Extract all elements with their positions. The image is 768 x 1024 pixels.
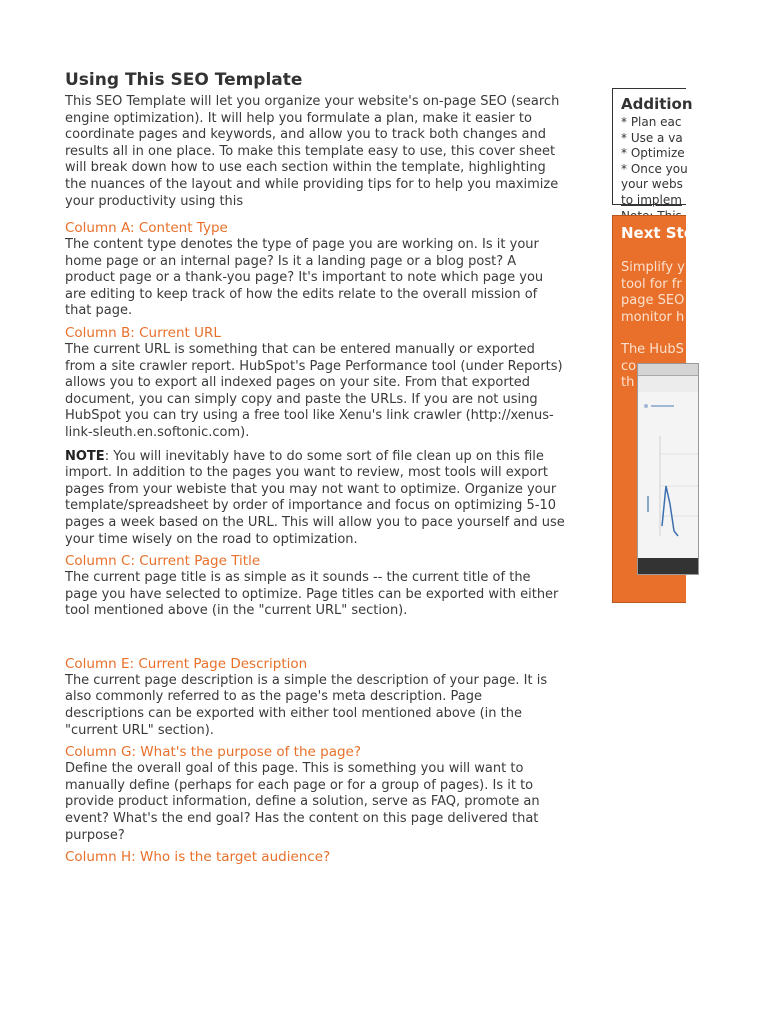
additional-tips-line: * Once you <box>621 161 688 176</box>
screenshot-image <box>637 363 699 575</box>
next-steps-line: Simplify y <box>621 260 685 275</box>
chart-header <box>638 376 698 392</box>
next-steps-line: th <box>621 375 635 390</box>
column-c-heading: Column C: Current Page Title <box>65 553 261 570</box>
additional-tips-line: * Use a va <box>621 130 683 145</box>
screenshot-footer-bar <box>638 558 698 574</box>
additional-tips-title: Addition <box>621 95 693 113</box>
note-text: : You will inevitably have to do some sort of file clean up on this file import. In addition to the pages you want to review, most tools will export pages from your webiste that you may not want to optimize. Organize your template/spreadsheet by order of importance and focus on optimizing 5-10 pages a week based on the URL. This will allow you to pace yourself and use your time wisely on the road to optimization. <box>65 448 565 547</box>
next-steps-line: monitor h <box>621 309 685 325</box>
next-steps-line: tool for fr <box>621 276 682 292</box>
main-content <box>65 70 565 866</box>
next-steps-line: page SEO <box>621 293 685 308</box>
note-paragraph <box>65 449 565 549</box>
additional-tips-line: your webs <box>621 177 683 192</box>
column-e-heading: Column E: Current Page Description <box>65 655 308 672</box>
additional-tips-line: to implem <box>621 192 682 207</box>
column-b-text: The current URL is something that can be entered manually or exported from a site crawler report. HubSpot's Page Performance tool (under Reports) allows you to export all indexed pages on your site. From that exported document, you can simply copy and paste the URLs. If you are not using HubSpot you can try using a free tool like Xenu's link crawler (http://xenus-link-sleuth.en.softonic.com). <box>65 341 563 440</box>
note-label: NOTE <box>65 448 105 464</box>
line-chart-graphic <box>638 376 698 556</box>
next-steps-title: Next Ste <box>621 224 694 242</box>
intro-section <box>65 94 565 211</box>
column-c-text: The current page title is as simple as it sounds -- the current title of the page you have selected to optimize. Page titles can be exported with either tool mentioned above (in the "current URL" section). <box>65 570 559 619</box>
page-title: Using This SEO Template <box>65 70 303 90</box>
column-b-heading: Column B: Current URL <box>65 324 221 341</box>
column-g-text: Define the overall goal of this page. This is something you will want to manually define (perhaps for each page or for a group of pages). Is it to provide product information, define a solution, serve as FAQ, promote an event? What's the end goal? Has the content on this page delivered that purpose? <box>65 761 540 843</box>
column-h-heading: Column H: Who is the target audience? <box>65 849 331 866</box>
next-steps-line <box>621 326 686 342</box>
additional-tips-box <box>612 88 693 207</box>
additional-tips-line: * Optimize <box>621 146 685 161</box>
intro-paragraph: This SEO Template will let you organize your website's on-page SEO (search engine optimization). It will help you formulate a plan, make it easier to coordinate pages and keywords, and allow you to track both changes and results all in one place. To make this template easy to use, this cover sheet will break down how to use each section within the template, highlighting the nuances of the layout and while providing tips for to help you maximize your productivity using this <box>65 94 560 209</box>
column-a-heading: Column A: Content Type <box>65 220 228 236</box>
column-e-text: The current page description is a simple the description of your page. It is also commonly referred to as the page's meta description. Page descriptions can be exported with either tool mentioned above (in the "current URL" section). <box>65 672 548 738</box>
next-steps-box <box>612 215 694 603</box>
window-titlebar <box>638 364 698 376</box>
legend-dot <box>644 404 648 408</box>
column-g-heading: Column G: What's the purpose of the page? <box>65 744 362 761</box>
next-steps-line: co <box>621 358 637 374</box>
column-a-text: The content type denotes the type of page you are working on. Is it your home page or an internal page? Is it a landing page or a blog post? A product page or a thank-you page? It's important to note which page you are editing to keep track of how the edits relate to the overall mission of that page. <box>65 237 544 319</box>
chart-line <box>662 486 678 536</box>
next-steps-line: The HubS <box>621 342 684 357</box>
additional-tips-line: * Plan eac <box>621 115 682 129</box>
